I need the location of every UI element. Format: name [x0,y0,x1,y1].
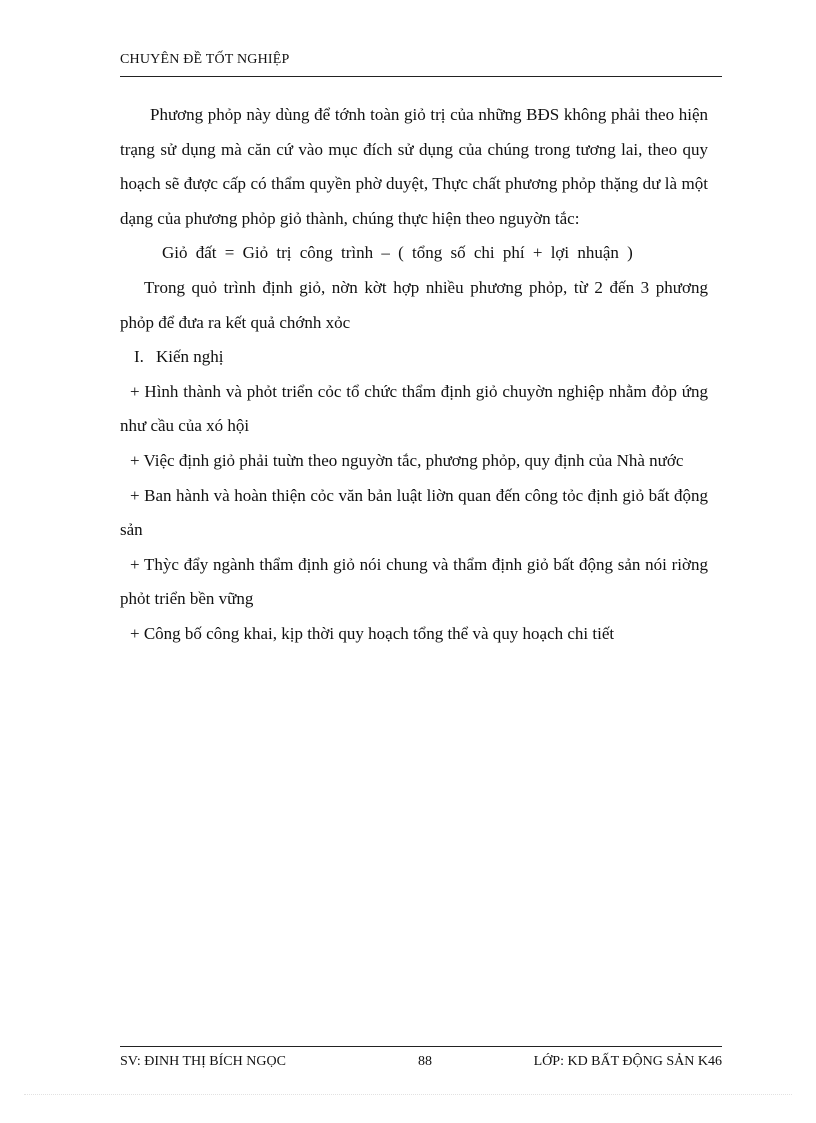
footer-student-name: SV: ĐINH THỊ BÍCH NGỌC [120,1054,286,1069]
header-title: CHUYÊN ĐỀ TỐT NGHIỆP [120,52,290,67]
page-header [120,52,722,68]
page-footer [120,1054,722,1074]
section-heading [120,340,708,375]
paragraph-combined-methods: Trong quỏ trình định giỏ, nờn kờt hợp nhiều phương phỏp, từ 2 đến 3 phương phỏp để đưa ra kết quả chớnh xỏc [120,277,708,332]
formula-line: Giỏ đất = Giỏ trị công trình – ( tổng số chi phí + lợi nhuận ) [162,243,633,263]
section-number: I. [134,347,144,367]
footer-class-label: LỚP: KD BẤT ĐỘNG SẢN K46 [533,1054,722,1069]
list-item: + Ban hành và hoàn thiện cỏc văn bản luật liờn quan đến công tỏc định giỏ bất động sản [120,485,708,540]
page-body [120,98,708,652]
list-item: + Thỳc đẩy ngành thẩm định giỏ nói chung và thẩm định giỏ bất động sản nói riờng phỏt triển bền vững [120,554,708,609]
list-item: + Việc định giỏ phải tuừn theo nguyờn tắc, phương phỏp, quy định của Nhà nước [130,450,684,470]
footer-divider [120,1046,722,1047]
list-item: + Công bố công khai, kịp thời quy hoạch tổng thể và quy hoạch chi tiết [130,623,615,643]
page-edge-divider [24,1094,792,1095]
header-divider [120,76,722,77]
section-title: Kiến nghị [156,347,224,367]
paragraph-method-description: Phương phỏp này dùng để tớnh toàn giỏ trị của những BĐS không phải theo hiện trạng sử dụng mà căn cứ vào mục đích sử dụng của chúng trong tương lai, theo quy hoạch sẽ được cấp có thẩm quyền phờ duyệt, Thực chất phương phỏp thặng dư là một dạng của phương phỏp giỏ thành, chúng thực hiện theo nguyờn tắc: [120,105,708,228]
page-number: 88 [418,1054,432,1069]
list-item: + Hình thành và phỏt triển cỏc tổ chức thẩm định giỏ chuyờn nghiệp nhằm đỏp ứng như cầu của xó hội [120,381,708,436]
